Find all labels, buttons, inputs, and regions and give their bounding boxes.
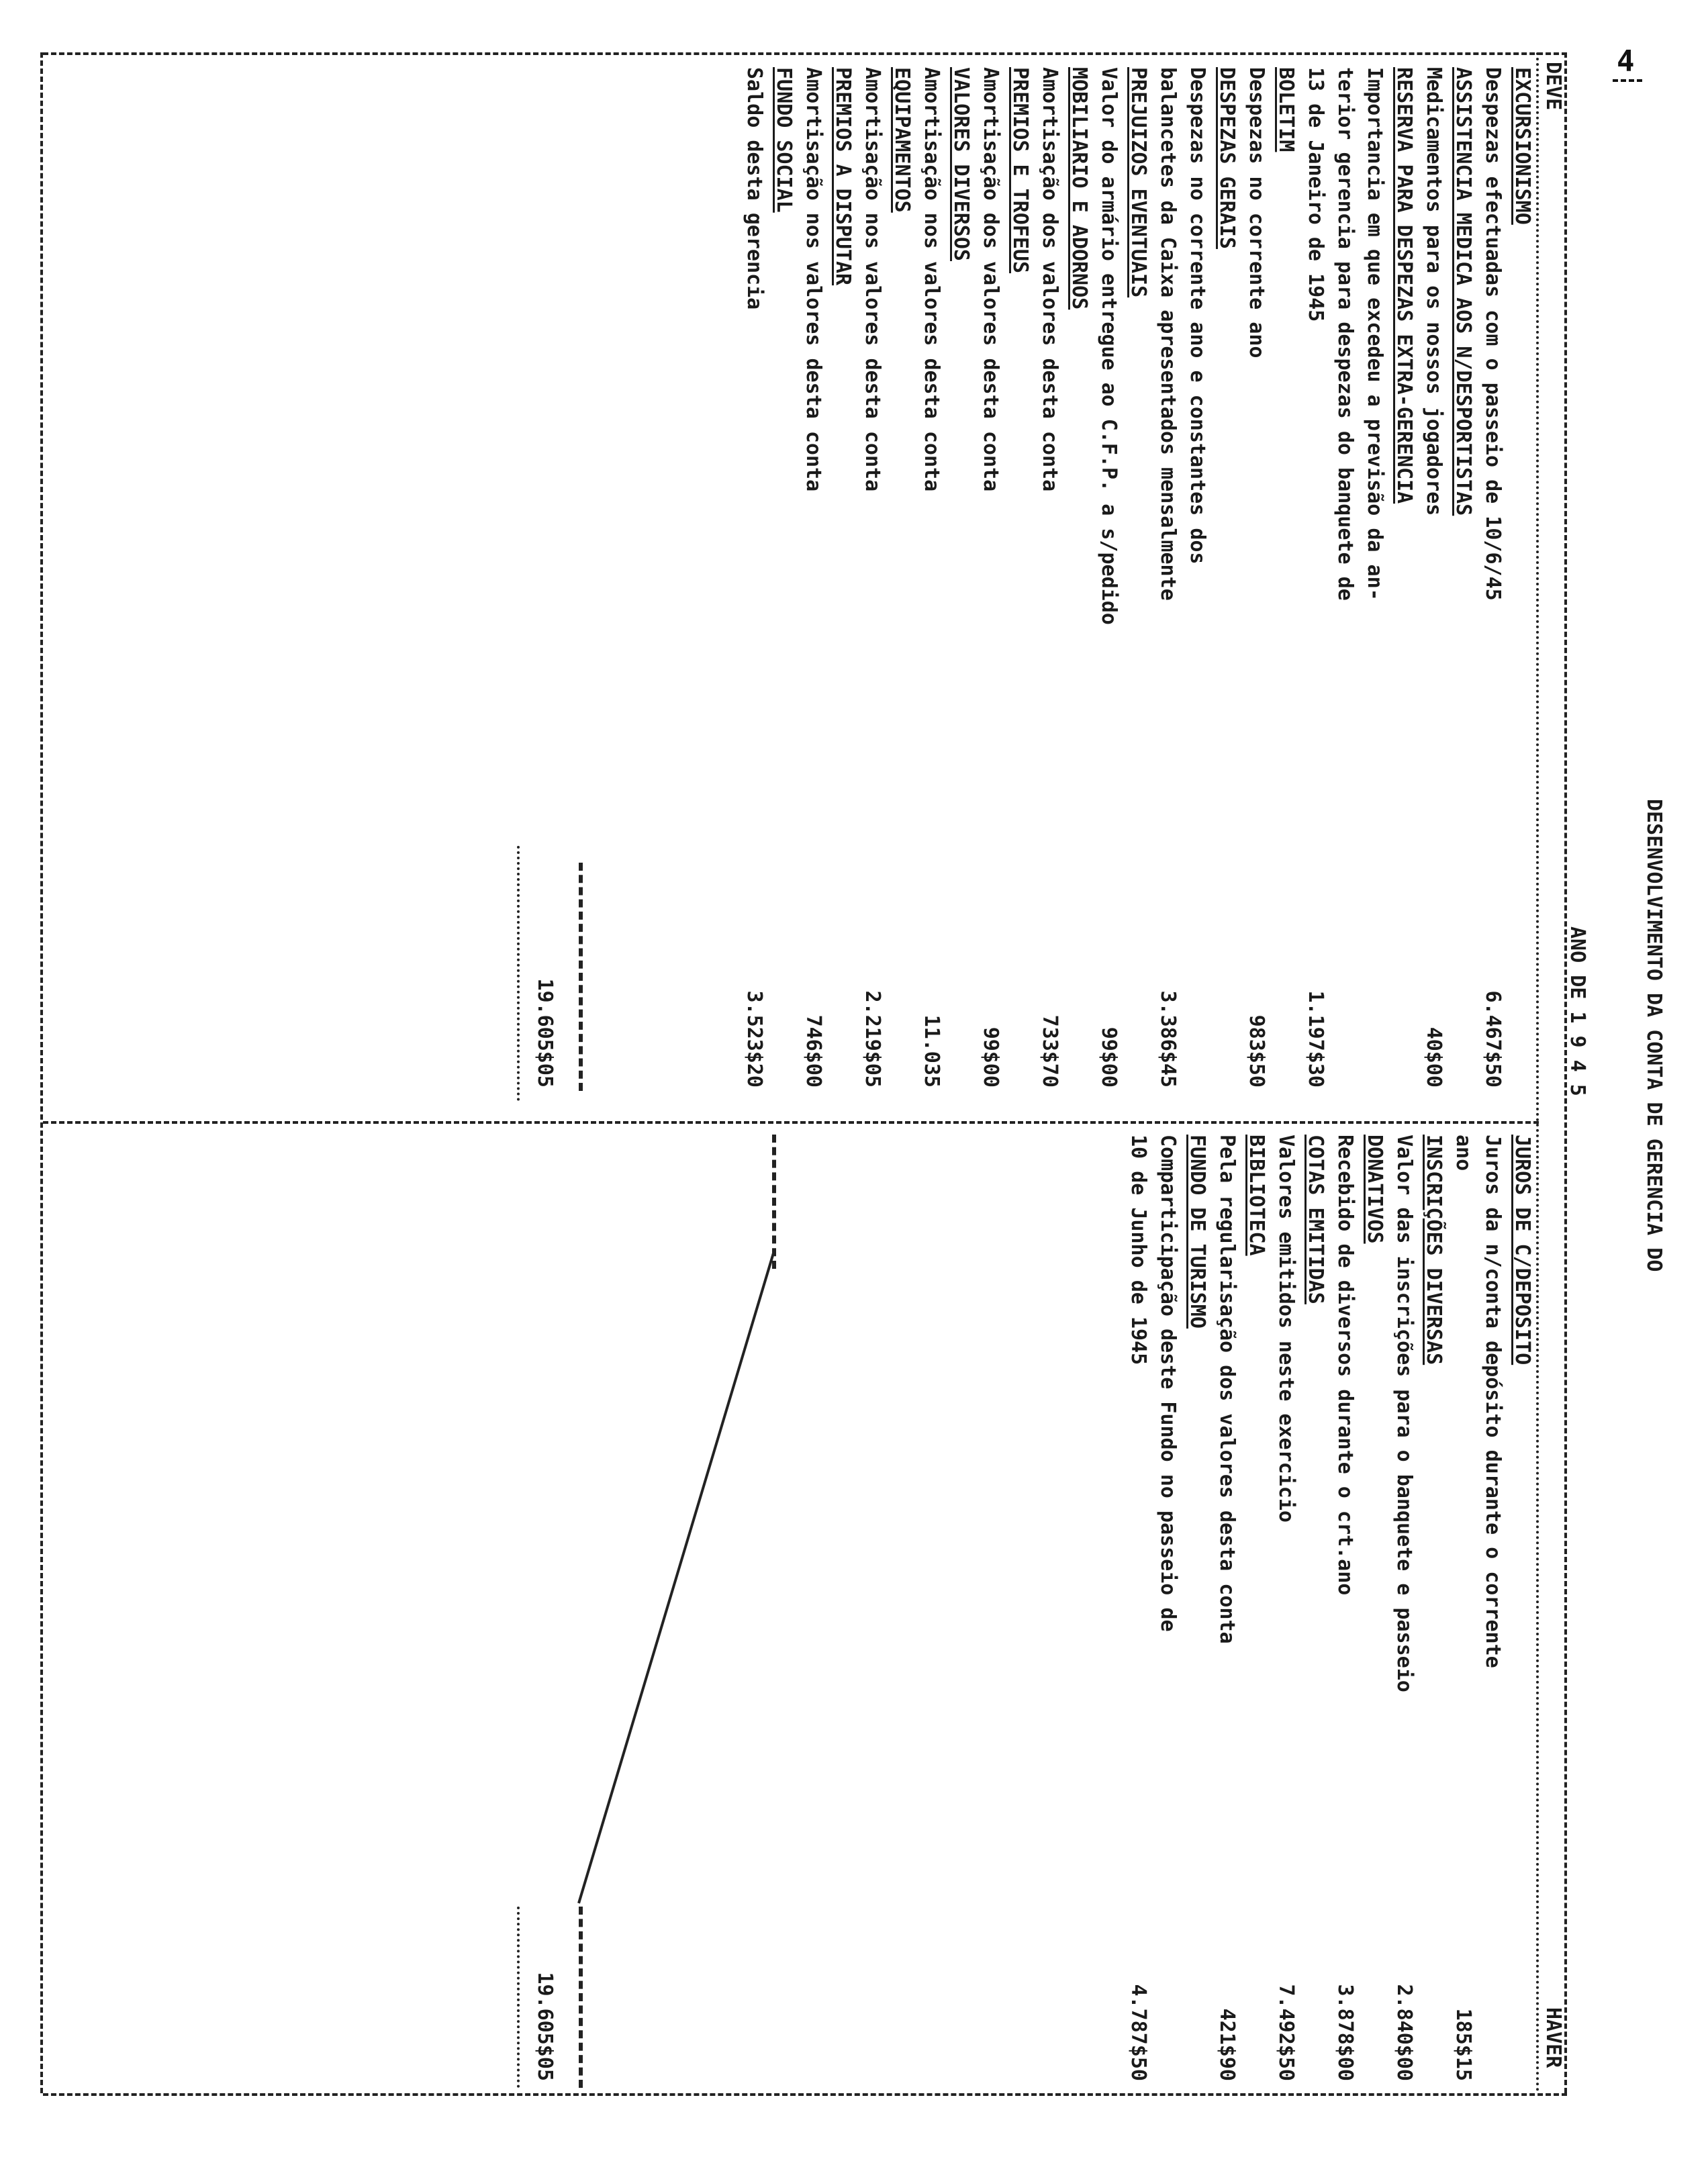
credit-amount: 3.878$00 (1333, 1984, 1357, 2081)
credit-amount: 2.840$00 (1392, 1984, 1416, 2081)
debit-heading: PREMIOS A DISPUTAR (831, 67, 855, 286)
debit-heading: BOLETIM (1274, 67, 1298, 152)
credit-heading: INSCRIÇÕES DIVERSAS (1422, 1135, 1445, 1365)
debit-description-line: Amortisação nos valores desta conta (920, 67, 943, 492)
credit-description-line: Comparticipação deste Fundo no passeio de (1156, 1135, 1180, 1632)
debit-total: 19.605$05 (533, 978, 557, 1088)
credit-description-line: Pela regularisação dos valores desta conta (1215, 1135, 1239, 1644)
debit-amount: 1.197$30 (1304, 990, 1327, 1088)
credit-amount: 421$90 (1215, 2008, 1239, 2081)
debit-description-line: terior gerencia para despezas do banquete de (1333, 67, 1357, 601)
credit-heading: COTAS EMITIDAS (1304, 1135, 1327, 1304)
debit-amount: 746$00 (802, 1014, 825, 1088)
credit-heading: DONATIVOS (1363, 1135, 1386, 1244)
debit-description-line: Amortisação dos valores desta conta (1038, 67, 1061, 492)
debit-heading: PREJUIZOS EVENTUAIS (1127, 67, 1150, 298)
credit-amount: 185$15 (1452, 2008, 1475, 2081)
debit-heading: PREMIOS E TROFEUS (1008, 67, 1032, 274)
diagonal-line (579, 1249, 775, 1903)
debit-amount: 11.035 (920, 1014, 943, 1088)
credit-heading: BIBLIOTECA (1245, 1135, 1268, 1256)
credit-amount: 7.492$50 (1274, 1984, 1298, 2081)
credit-description-line: Recebido de diversos durante o crt.ano (1333, 1135, 1357, 1596)
debit-amount: 99$00 (979, 1026, 1002, 1088)
debit-description-line: Amortisação nos valores desta conta (861, 67, 884, 492)
debit-heading: FUNDO SOCIAL (772, 67, 796, 213)
debit-heading: MOBILIARIO E ADORNOS (1068, 67, 1091, 310)
debit-amount: 6.467$50 (1481, 990, 1505, 1088)
credit-heading: FUNDO DE TURISMO (1186, 1135, 1209, 1329)
debit-heading: ASSISTENCIA MEDICA AOS N/DESPORTISTAS (1452, 67, 1475, 516)
debit-description-line: 13 de Janeiro de 1945 (1304, 67, 1327, 322)
document-title: DESENVOLVIMENTO DA CONTA DE GERENCIA DO (1642, 799, 1666, 1272)
credit-description-line: Juros da n/conta depósito durante o corrente (1481, 1135, 1505, 1668)
page-number: 4 (1617, 44, 1635, 79)
debit-description-line: Valor do armário entregue ao C.F.P. a s/pedido (1097, 67, 1121, 625)
debit-amount: 40$00 (1422, 1026, 1445, 1088)
debit-description-line: Despezas no corrente ano e constantes dos (1186, 67, 1209, 565)
debit-amount: 2.219$05 (861, 990, 884, 1088)
credit-description-line: 10 de Junho de 1945 (1127, 1135, 1150, 1365)
debit-description-line: Medicamentos para os nossos jogadores (1422, 67, 1445, 516)
debit-amount: 3.386$45 (1156, 990, 1180, 1088)
credit-header: HAVER (1541, 2007, 1565, 2068)
credit-description-line: Valores emitidos neste exercicio (1274, 1135, 1298, 1523)
debit-amount: 983$50 (1245, 1014, 1268, 1088)
debit-description-line: Amortisação nos valores desta conta (802, 67, 825, 492)
year-label: ANO DE 1 9 4 5 (1566, 926, 1589, 1096)
debit-heading: RESERVA PARA DESPEZAS EXTRA-GERENCIA (1392, 67, 1416, 504)
debit-heading: DESPEZAS GERAIS (1215, 67, 1239, 249)
debit-heading: EQUIPAMENTOS (890, 67, 914, 213)
debit-heading: VALORES DIVERSOS (949, 67, 973, 261)
credit-description-line: Valor das inscrições para o banquete e passeio (1392, 1135, 1416, 1692)
debit-description-line: Amortisação dos valores desta conta (979, 67, 1002, 492)
credit-heading: JUROS DE C/DEPOSITO (1511, 1135, 1534, 1365)
credit-total: 19.605$05 (533, 1972, 557, 2081)
debit-description-line: Importancia em que excedeu a previsão da an- (1363, 67, 1386, 601)
debit-description-line: Despezas no corrente ano (1245, 67, 1268, 358)
debit-description-line: Saldo desta gerencia (743, 67, 766, 310)
debit-heading: EXCURSIONISMO (1511, 67, 1534, 225)
credit-amount: 4.787$50 (1127, 1984, 1150, 2081)
debit-amount: 733$70 (1038, 1014, 1061, 1088)
debit-description-line: balancetes da Caixa apresentados mensalmente (1156, 67, 1180, 601)
debit-amount: 99$00 (1097, 1026, 1121, 1088)
debit-amount: 3.523$20 (743, 990, 766, 1088)
credit-description-line: ano (1452, 1135, 1475, 1171)
debit-description-line: Despezas efectuadas com o passeio de 10/6/45 (1481, 67, 1505, 601)
debit-header: DEVE (1541, 62, 1565, 111)
